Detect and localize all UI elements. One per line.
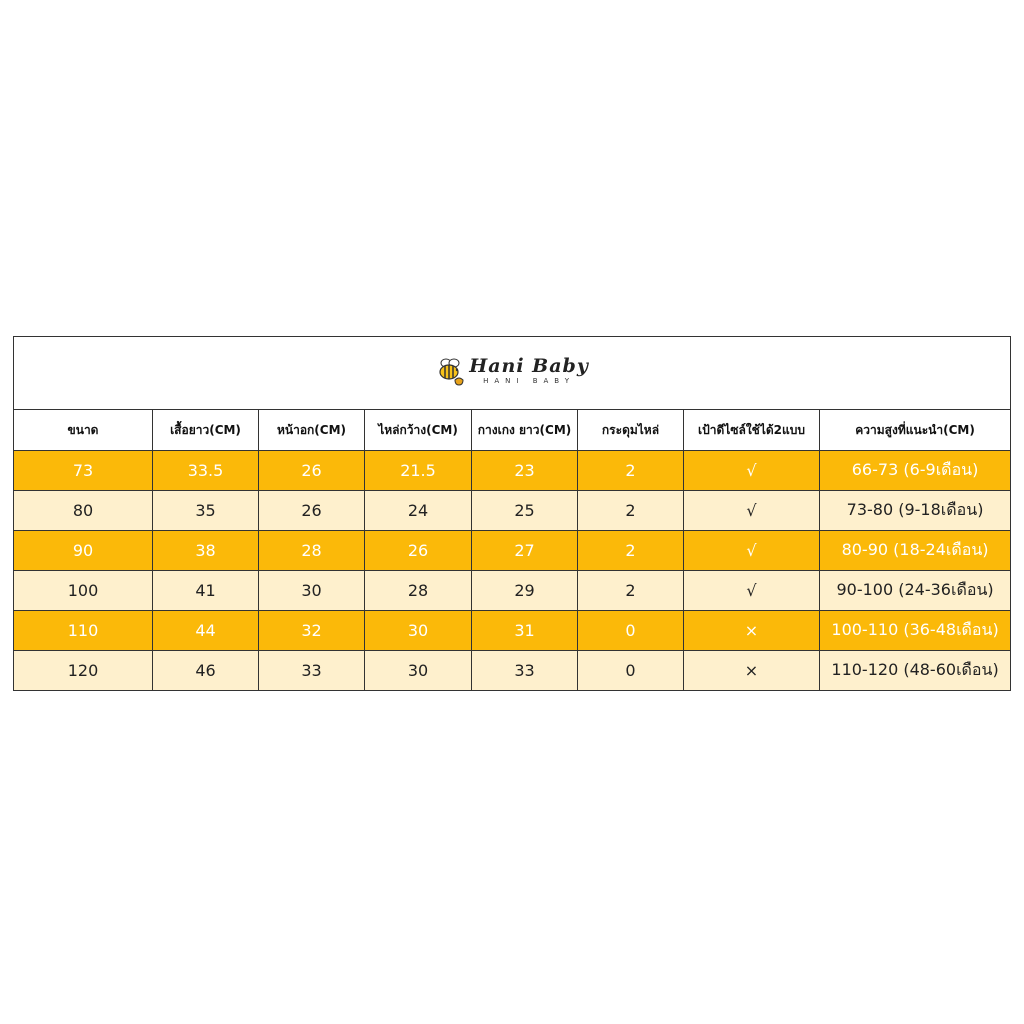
header-shirt-length: เสื้อยาว(CM) (153, 410, 259, 451)
header-size: ขนาด (14, 410, 153, 451)
table-cell: 100-110 (36-48เดือน) (820, 611, 1011, 651)
table-cell: 21.5 (365, 451, 472, 491)
brand-header (14, 337, 1011, 410)
table-cell: 25 (472, 491, 578, 531)
table-cell: 26 (259, 491, 365, 531)
table-cell: 2 (578, 491, 684, 531)
table-cell: 27 (472, 531, 578, 571)
table-cell: 33 (472, 651, 578, 691)
table-cell: 73 (14, 451, 153, 491)
table-cell: √ (684, 571, 820, 611)
table-cell: 30 (259, 571, 365, 611)
header-crotch-design: เป้าดีไซล์ใช้ได้2แบบ (684, 410, 820, 451)
table-cell: 0 (578, 611, 684, 651)
table-cell: 24 (365, 491, 472, 531)
table-cell: √ (684, 451, 820, 491)
table-cell: 2 (578, 531, 684, 571)
table-cell: 2 (578, 571, 684, 611)
table-cell: 35 (153, 491, 259, 531)
table-cell: 66-73 (6-9เดือน) (820, 451, 1011, 491)
table-cell: 41 (153, 571, 259, 611)
table-cell: 28 (259, 531, 365, 571)
table-cell: √ (684, 531, 820, 571)
table-cell: 110 (14, 611, 153, 651)
header-chest: หน้าอก(CM) (259, 410, 365, 451)
table-cell: 2 (578, 451, 684, 491)
table-cell: 30 (365, 611, 472, 651)
bee-icon (435, 356, 465, 386)
table-row (14, 651, 1011, 691)
header-shoulder: ไหล่กว้าง(CM) (365, 410, 472, 451)
size-chart-table (13, 336, 1011, 691)
header-shoulder-buttons: กระดุมไหล่ (578, 410, 684, 451)
table-row (14, 451, 1011, 491)
table-cell: 29 (472, 571, 578, 611)
header-recommended-height: ความสูงที่แนะนำ(CM) (820, 410, 1011, 451)
table-cell: 26 (365, 531, 472, 571)
table-cell: 90 (14, 531, 153, 571)
table-cell: 31 (472, 611, 578, 651)
table-row (14, 611, 1011, 651)
table-cell: 90-100 (24-36เดือน) (820, 571, 1011, 611)
table-cell: 80 (14, 491, 153, 531)
table-row (14, 491, 1011, 531)
table-cell: 33.5 (153, 451, 259, 491)
table-cell: × (684, 611, 820, 651)
table-cell: 73-80 (9-18เดือน) (820, 491, 1011, 531)
table-cell: 100 (14, 571, 153, 611)
table-cell: 44 (153, 611, 259, 651)
table-cell: 120 (14, 651, 153, 691)
table-cell: 32 (259, 611, 365, 651)
table-cell: 46 (153, 651, 259, 691)
header-row (14, 410, 1011, 451)
table-cell: 26 (259, 451, 365, 491)
table-row (14, 571, 1011, 611)
table-cell: 30 (365, 651, 472, 691)
table-cell: √ (684, 491, 820, 531)
table-cell: 110-120 (48-60เดือน) (820, 651, 1011, 691)
brand-logo (435, 356, 589, 386)
table-cell: 80-90 (18-24เดือน) (820, 531, 1011, 571)
table-cell: 23 (472, 451, 578, 491)
brand-name: Hani Baby (469, 355, 589, 377)
table-cell: × (684, 651, 820, 691)
table-cell: 33 (259, 651, 365, 691)
brand-subtitle: HANI BABY (483, 377, 575, 385)
header-pants-length: กางเกง ยาว(CM) (472, 410, 578, 451)
table-cell: 0 (578, 651, 684, 691)
table-cell: 38 (153, 531, 259, 571)
table-row (14, 531, 1011, 571)
table-cell: 28 (365, 571, 472, 611)
